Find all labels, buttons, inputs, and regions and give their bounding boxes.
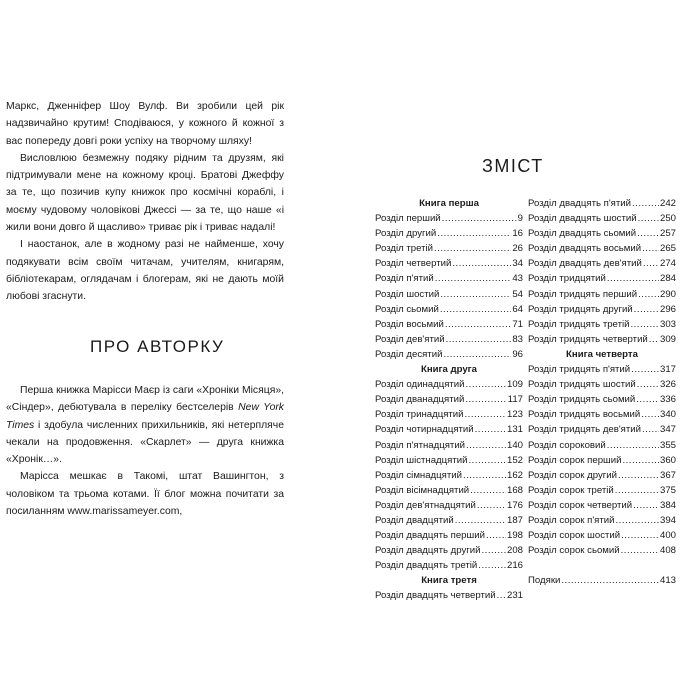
toc-entry-label: Розділ тринадцятий bbox=[375, 409, 464, 421]
toc-entry-label: Розділ шостий bbox=[375, 288, 440, 300]
toc-entry bbox=[375, 256, 523, 271]
toc-entry-label: Розділ п'ятий bbox=[375, 273, 434, 285]
toc-entry-page: 347 bbox=[659, 424, 676, 436]
toc-entry-page: 400 bbox=[659, 530, 676, 542]
toc-entry-label: Розділ дев'ятнадцятий bbox=[375, 499, 476, 511]
toc-entry-label: Розділ сімнадцятий bbox=[375, 469, 462, 481]
toc-entry bbox=[375, 543, 523, 558]
toc-title: ЗМІСТ bbox=[482, 156, 544, 176]
toc-leader-dots bbox=[632, 196, 659, 211]
toc-entry-label: Розділ двадцять п'ятий bbox=[528, 198, 631, 209]
about-p1-italic: New York Times bbox=[6, 402, 285, 431]
toc-entry bbox=[528, 483, 676, 498]
toc-leader-dots bbox=[478, 558, 506, 573]
toc-entry-page: 34 bbox=[512, 258, 523, 270]
toc-entry-label: Розділ тридцять четвертий bbox=[528, 333, 648, 345]
toc-entry bbox=[375, 588, 523, 603]
toc-entry bbox=[375, 468, 523, 483]
toc-leader-dots bbox=[638, 211, 659, 226]
toc-leader-dots bbox=[631, 362, 659, 377]
toc-entry bbox=[375, 422, 523, 437]
toc-column-2 bbox=[528, 196, 676, 588]
toc-entry-label: Розділ тридцятий bbox=[528, 273, 606, 285]
toc-leader-dots bbox=[642, 422, 659, 437]
toc-entry bbox=[528, 211, 676, 226]
toc-leader-dots bbox=[445, 317, 512, 332]
ack-paragraph-3: І наостанок, але в жодному разі не найменше, хочу подякувати всім своїм читачам, учителям, книгарям, бібліотекарам, оглядачам і блогерам, які не дають моїй любові згаснути. bbox=[6, 239, 284, 303]
ack-paragraph-1: Маркс, Дженніфер Шоу Вулф. Ви зробили цей рік надзвичайно крутим! Сподіваюся, у кожного й кожної з вас попереду довгі роки успіху на творчому шляху! bbox=[6, 101, 284, 147]
toc-entry-page: 162 bbox=[506, 469, 523, 481]
toc-entry bbox=[528, 377, 676, 392]
toc-entry-page: 96 bbox=[512, 348, 523, 360]
toc-entry-page: 340 bbox=[659, 409, 676, 421]
toc-entry-page: 250 bbox=[659, 213, 676, 225]
toc-entry bbox=[375, 332, 523, 347]
toc-entry-page: 265 bbox=[659, 243, 676, 255]
toc-leader-dots bbox=[643, 256, 659, 271]
toc-entry-label: Розділ двадцять перший bbox=[375, 530, 485, 542]
toc-column-1 bbox=[375, 196, 523, 604]
toc-entry-page: 64 bbox=[512, 303, 523, 315]
toc-entry-page: 360 bbox=[659, 454, 676, 466]
toc-entry bbox=[375, 392, 523, 407]
toc-entry-label: Розділ третій bbox=[375, 243, 434, 255]
toc-entry bbox=[528, 422, 676, 437]
toc-entry-page: 187 bbox=[506, 514, 523, 526]
toc-entry bbox=[375, 377, 523, 392]
toc-entry bbox=[375, 528, 523, 543]
toc-entry bbox=[375, 407, 523, 422]
toc-entry-page: 131 bbox=[506, 424, 523, 436]
toc-entry-label: Розділ восьмий bbox=[375, 318, 444, 330]
toc-entry-label: Подяки bbox=[528, 575, 561, 587]
toc-entry-label: Розділ сорок шостий bbox=[528, 530, 621, 542]
toc-entry-page: 303 bbox=[659, 318, 676, 330]
toc-entry bbox=[375, 558, 523, 573]
toc-entry-page: 43 bbox=[512, 273, 523, 285]
toc-entry-label: Розділ двадцять третій bbox=[375, 560, 478, 572]
toc-entry-page: 336 bbox=[659, 394, 676, 406]
toc-entry-label: Розділ тридцять восьмий bbox=[528, 409, 641, 421]
toc-entry-page: 257 bbox=[659, 228, 676, 240]
toc-entry bbox=[375, 287, 523, 302]
toc-leader-dots bbox=[607, 271, 659, 286]
toc-entry-page: 123 bbox=[506, 409, 523, 421]
toc-leader-dots bbox=[435, 271, 512, 286]
toc-entry-page: 54 bbox=[512, 288, 523, 300]
toc-entry bbox=[375, 271, 523, 286]
toc-entry-label: Розділ двадцять четвертий bbox=[375, 590, 496, 602]
toc-entry-page: 216 bbox=[506, 560, 523, 572]
toc-entry bbox=[528, 498, 676, 513]
toc-leader-dots bbox=[465, 392, 506, 407]
toc-entry bbox=[375, 226, 523, 241]
toc-entry-page: 394 bbox=[659, 514, 676, 526]
toc-entry-label: Розділ вісімнадцятий bbox=[375, 484, 470, 496]
toc-entry-page: 83 bbox=[512, 333, 523, 345]
toc-entry-page: 231 bbox=[506, 590, 523, 602]
toc-leader-dots bbox=[633, 498, 659, 513]
toc-spacer bbox=[528, 558, 676, 573]
toc-entry bbox=[528, 256, 676, 271]
toc-leader-dots bbox=[477, 498, 506, 513]
about-p1-start: Перша книжка Марісси Маєр із саги «Хроніки Місяця», «Сіндер», дебютувала в переліку бестселерів bbox=[6, 385, 284, 414]
toc-entry-page: 71 bbox=[512, 318, 523, 330]
ack-paragraph-2: Висловлюю безмежну подяку рідним та друзям, які підтримували мене на кожному кроці. Братові Джеффу за те, що позичив купу книжок про космічні кораблі, і моєму чудовому чоловікові Джессі — за те, що наше «і жили вони довго й щасливо» триває рік і триває надалі! bbox=[6, 152, 284, 234]
toc-leader-dots bbox=[468, 453, 506, 468]
toc-entry bbox=[528, 528, 676, 543]
toc-entry-label: Розділ сороковий bbox=[528, 439, 606, 451]
toc-entry-page: 367 bbox=[659, 469, 676, 481]
toc-entry-page: 176 bbox=[506, 499, 523, 511]
toc-entry-page: 26 bbox=[512, 243, 523, 255]
toc-entry bbox=[528, 317, 676, 332]
toc-entry-label: Розділ сорок п'ятий bbox=[528, 514, 615, 526]
toc-book-heading: Книга перша bbox=[419, 198, 479, 209]
toc-entry-page: 284 bbox=[659, 273, 676, 285]
toc-entry-label: Розділ шістнадцятий bbox=[375, 454, 468, 466]
toc-entry bbox=[375, 513, 523, 528]
toc-entry-label: Розділ сьомий bbox=[375, 303, 439, 315]
toc-leader-dots bbox=[463, 468, 506, 483]
toc-leader-dots bbox=[618, 468, 659, 483]
toc-entry-page: 9 bbox=[517, 213, 523, 225]
toc-entry-page: 274 bbox=[659, 258, 676, 270]
toc-leader-dots bbox=[636, 392, 659, 407]
toc-entry bbox=[375, 438, 523, 453]
toc-entry bbox=[528, 196, 676, 211]
toc-entry-page: 413 bbox=[659, 575, 676, 587]
toc-entry bbox=[375, 317, 523, 332]
toc-leader-dots bbox=[634, 302, 659, 317]
toc-book-heading: Книга третя bbox=[421, 575, 477, 587]
toc-entry-label: Розділ дев'ятий bbox=[375, 333, 445, 345]
toc-leader-dots bbox=[615, 483, 659, 498]
toc-leader-dots bbox=[630, 317, 659, 332]
toc-entry bbox=[375, 498, 523, 513]
toc-entry-label: Розділ тридцять другий bbox=[528, 303, 633, 315]
toc-entry bbox=[375, 211, 523, 226]
toc-entry-page: 16 bbox=[512, 228, 523, 240]
toc-leader-dots bbox=[466, 377, 506, 392]
toc-entry-label: Розділ тридцять сьомий bbox=[528, 394, 636, 406]
toc-leader-dots bbox=[455, 513, 506, 528]
toc-leader-dots bbox=[475, 422, 506, 437]
toc-leader-dots bbox=[440, 302, 511, 317]
about-paragraph-1 bbox=[6, 382, 284, 468]
toc-entry-page: 355 bbox=[659, 439, 676, 451]
toc-book-heading: Книга четверта bbox=[566, 348, 638, 360]
toc-leader-dots bbox=[470, 483, 506, 498]
toc-leader-dots bbox=[437, 226, 511, 241]
toc-entry-label: Розділ двадцять восьмий bbox=[528, 243, 642, 255]
toc-entry-page: 109 bbox=[506, 379, 523, 391]
toc-entry bbox=[528, 241, 676, 256]
toc-leader-dots bbox=[638, 287, 659, 302]
toc-entry-label: Розділ сорок другий bbox=[528, 469, 617, 481]
toc-entry-label: Розділ чотирнадцятий bbox=[375, 424, 474, 436]
toc-leader-dots bbox=[465, 407, 506, 422]
toc-entry-page: 242 bbox=[659, 198, 676, 209]
toc-entry bbox=[528, 362, 676, 377]
toc-entry bbox=[528, 271, 676, 286]
about-author-text bbox=[6, 382, 284, 520]
toc-entry-label: Розділ двадцятий bbox=[375, 514, 454, 526]
toc-entry-page: 140 bbox=[506, 439, 523, 451]
toc-entry-label: Розділ тридцять дев'ятий bbox=[528, 424, 641, 436]
toc-entry bbox=[375, 453, 523, 468]
toc-entry-page: 208 bbox=[506, 545, 523, 557]
toc-leader-dots bbox=[446, 332, 512, 347]
toc-entry bbox=[375, 347, 523, 362]
toc-leader-dots bbox=[440, 287, 511, 302]
toc-entry-label: Розділ другий bbox=[375, 228, 437, 240]
toc-entry-page: 408 bbox=[659, 545, 676, 557]
toc-entry bbox=[528, 302, 676, 317]
toc-entry bbox=[528, 543, 676, 558]
toc-leader-dots bbox=[443, 347, 511, 362]
toc-leader-dots bbox=[642, 241, 659, 256]
toc-entry-page: 309 bbox=[659, 333, 676, 345]
toc-leader-dots bbox=[452, 256, 511, 271]
toc-entry-label: Розділ двадцять сьомий bbox=[528, 228, 637, 240]
toc-entry-label: Розділ дванадцятий bbox=[375, 394, 465, 406]
acknowledgements-text bbox=[6, 98, 284, 306]
toc-entry-label: Розділ тридцять третій bbox=[528, 318, 630, 330]
toc-entry-page: 375 bbox=[659, 484, 676, 496]
toc-entry bbox=[528, 287, 676, 302]
toc-leader-dots bbox=[622, 453, 659, 468]
toc-entry-page: 152 bbox=[506, 454, 523, 466]
toc-entry bbox=[528, 226, 676, 241]
toc-leader-dots bbox=[442, 211, 517, 226]
toc-entry-page: 117 bbox=[507, 394, 523, 406]
toc-entry bbox=[528, 438, 676, 453]
toc-entry bbox=[375, 241, 523, 256]
toc-entry-label: Розділ сорок третій bbox=[528, 484, 614, 496]
toc-entry bbox=[528, 332, 676, 347]
toc-entry bbox=[528, 453, 676, 468]
toc-entry-label: Розділ перший bbox=[375, 213, 441, 225]
toc-entry-label: Розділ четвертий bbox=[375, 258, 452, 270]
toc-entry bbox=[528, 392, 676, 407]
toc-entry-label: Розділ тридцять перший bbox=[528, 288, 638, 300]
toc-entry-page: 198 bbox=[506, 530, 523, 542]
toc-leader-dots bbox=[497, 588, 506, 603]
toc-entry-label: Розділ сорок четвертий bbox=[528, 499, 633, 511]
toc-leader-dots bbox=[607, 438, 659, 453]
toc-leader-dots bbox=[616, 513, 659, 528]
toc-entry-label: Розділ десятий bbox=[375, 348, 443, 360]
about-paragraph-2: Марісса мешкає в Такомі, штат Вашингтон, з чоловіком та трьома котами. Її блог можна почитати за посиланням www.marissameyer.com, bbox=[6, 471, 284, 518]
toc-entry-page: 317 bbox=[659, 364, 676, 376]
toc-leader-dots bbox=[641, 407, 659, 422]
toc-leader-dots bbox=[434, 241, 511, 256]
toc-entry-page: 384 bbox=[659, 499, 676, 511]
toc-entry bbox=[375, 483, 523, 498]
toc-entry-label: Розділ двадцять дев'ятий bbox=[528, 258, 642, 270]
toc-leader-dots bbox=[486, 528, 506, 543]
toc-entry bbox=[375, 302, 523, 317]
toc-leader-dots bbox=[621, 528, 659, 543]
toc-entry bbox=[528, 513, 676, 528]
toc-leader-dots bbox=[561, 573, 659, 588]
toc-entry-page: 326 bbox=[659, 379, 676, 391]
toc-entry-label: Розділ сорок сьомий bbox=[528, 545, 620, 557]
toc-entry-page: 168 bbox=[506, 484, 523, 496]
toc-entry-label: Розділ двадцять шостий bbox=[528, 213, 637, 225]
toc-entry bbox=[528, 468, 676, 483]
toc-leader-dots bbox=[466, 438, 506, 453]
toc-leader-dots bbox=[482, 543, 506, 558]
toc-entry bbox=[528, 407, 676, 422]
about-p1-end: і здобула численних прихильників, які нетерпляче чекали на продовження. «Скарлет» — друга книжка «Хронік…». bbox=[6, 419, 284, 466]
toc-entry-label: Розділ тридцять п'ятий bbox=[528, 364, 631, 376]
toc-leader-dots bbox=[637, 377, 659, 392]
toc-leader-dots bbox=[621, 543, 659, 558]
about-author-title: ПРО АВТОРКУ bbox=[90, 337, 225, 356]
toc-entry-label: Розділ тридцять шостий bbox=[528, 379, 636, 391]
toc-entry-label: Розділ п'ятнадцятий bbox=[375, 439, 466, 451]
toc-leader-dots bbox=[637, 226, 659, 241]
toc-entry-page: 290 bbox=[659, 288, 676, 300]
right-page bbox=[340, 0, 680, 680]
toc-entry-label: Розділ одинадцятий bbox=[375, 379, 465, 391]
toc-leader-dots bbox=[649, 332, 659, 347]
toc-entry-label: Розділ сорок перший bbox=[528, 454, 622, 466]
toc-entry-label: Розділ двадцять другий bbox=[375, 545, 481, 557]
toc-entry-page: 296 bbox=[659, 303, 676, 315]
toc-book-heading: Книга друга bbox=[420, 364, 478, 376]
toc-entry bbox=[528, 573, 676, 588]
